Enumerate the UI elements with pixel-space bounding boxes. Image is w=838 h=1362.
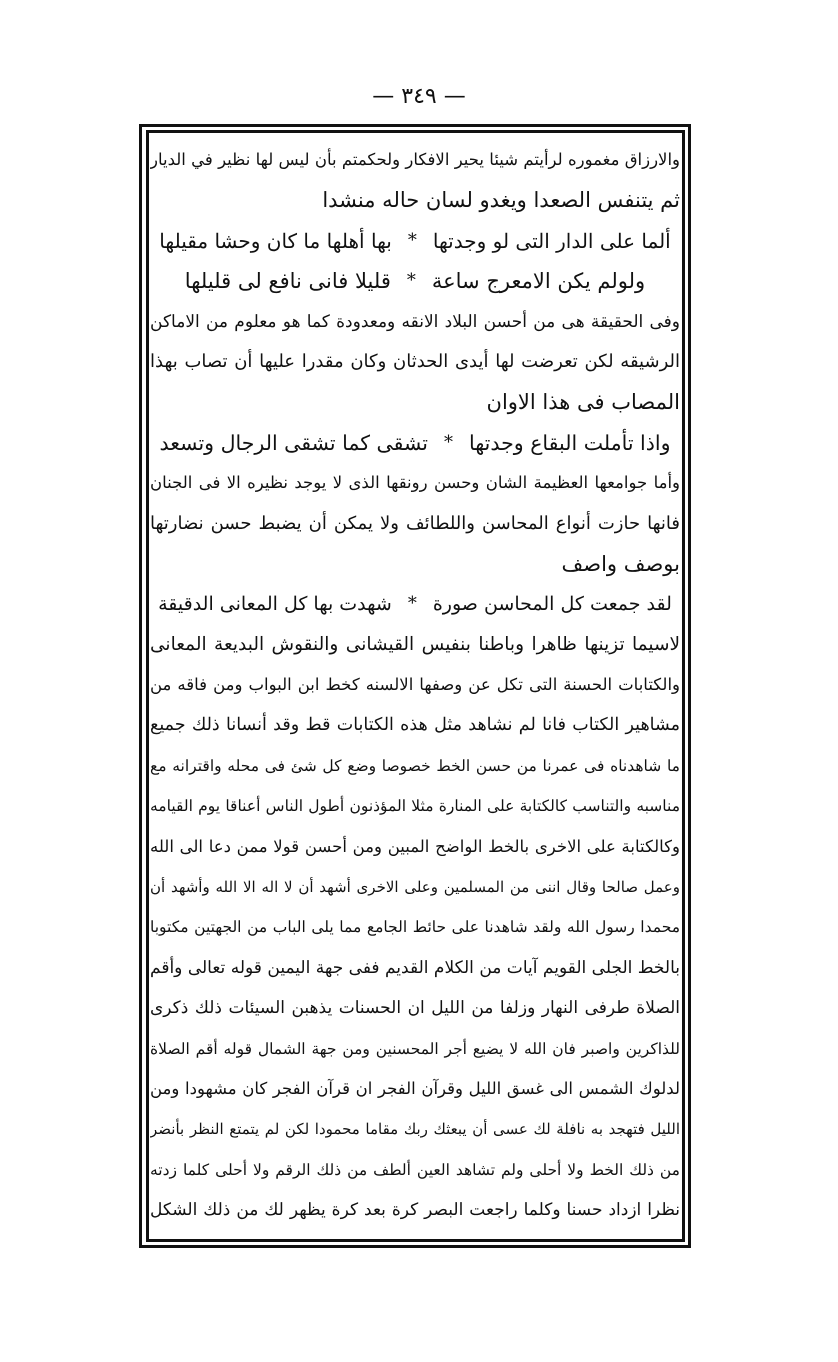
text-line: والكتابات الحسنة التى تكل عن وصفها الالسنه كخط ابن البواب ومن فاقه من [150, 675, 680, 695]
verse-first-hemistich: ألما على الدار التى لو وجدتها [432, 228, 671, 253]
text-line: وفى الحقيقة هى من أحسن البلاد الانقه ومعدودة كما هو معلوم من الاماكن [150, 311, 680, 332]
text-line: فانها حازت أنواع المحاسن واللطائف ولا يمكن أن يضبط حسن نضارتها [150, 512, 680, 534]
text-line: نظرا ازداد حسنا وكلما راجعت البصر كرة بعد كرة يظهر لك من ذلك الشكل [150, 1200, 680, 1221]
verse-second-hemistich: بها أهلها ما كان وحشا مقيلها [159, 228, 392, 253]
text-line: ما شاهدناه فى عمرنا من حسن الخط خصوصا وضع كل شئ فى محله واقترانه مع [150, 756, 680, 775]
text-line: ثم يتنفس الصعدا ويغدو لسان حاله منشدا [322, 188, 680, 213]
verse-second-hemistich: شهدت بها كل المعانى الدقيقة [158, 593, 392, 616]
verse-line [150, 584, 680, 624]
verse-first-hemistich: واذا تأملت البقاع وجدتها [468, 430, 671, 455]
text-line: وأما جوامعها العظيمة الشان وحسن رونقها الذى لا يوجد نظيره الا فى الجنان [150, 473, 680, 493]
text-line: مناسبه والتناسب كالكتابة على المنارة مثلا المؤذنون أطول الناس أعناقا يوم القيامه [150, 797, 680, 816]
verse-line [150, 261, 680, 301]
verse-separator: * [406, 270, 416, 292]
verse-first-hemistich: لقد جمعت كل المحاسن صورة [432, 593, 672, 616]
text-line: لدلوك الشمس الى غسق الليل وقرآن الفجر ان قرآن الفجر كان مشهودا ومن [150, 1078, 680, 1098]
text-line: مشاهير الكتاب فانا لم نشاهد مثل هذه الكتابات قط وقد أنسانا ذلك جميع [150, 715, 680, 736]
verse-second-hemistich: قليلا فانى نافع لى قليلها [184, 269, 391, 294]
verse-separator: * [407, 229, 417, 251]
page-number: — ٣٤٩ — [372, 84, 466, 109]
text-line: محمدا رسول الله ولقد شاهدنا على حائط الجامع مما يلى الباب من الجهتين مكتوبا [150, 918, 680, 937]
text-line: الرشيقه لكن تعرضت لها أيدى الحدثان وكان مقدرا عليها أن تصاب بهذا [150, 350, 680, 372]
text-line: لاسيما تزينها ظاهرا وباطنا بنفيس القيشانى والنقوش البديعة المعانى [150, 633, 680, 655]
text-line: بوصف واصف [561, 551, 680, 576]
text-line: بالخط الجلى القويم آيات من الكلام القديم ففى جهة اليمين قوله تعالى وأقم [150, 957, 680, 978]
text-line: للذاكرين واصبر فان الله لا يضيع أجر المحسنين ومن جهة الشمال قوله أقم الصلاة [150, 1039, 680, 1058]
verse-first-hemistich: ولولم يكن الامعرج ساعة [431, 269, 646, 294]
text-line: وكالكتابة على الاخرى بالخط الواضح المبين ومن أحسن قولا ممن دعا الى الله [150, 836, 680, 856]
text-line: من ذلك الخط ولا أحلى ولم تشاهد العين ألطف من ذلك الرقم ولا أحلى كلما زدته [150, 1160, 680, 1179]
text-line: المصاب فى هذا الاوان [486, 390, 680, 415]
text-line: الليل فتهجد به نافلة لك عسى أن يبعثك ربك مقاما محمودا لكن لم يتمتع النظر بأنضر [150, 1120, 680, 1139]
verse-line [150, 221, 680, 261]
text-line: والارزاق مغموره لرأيتم شيئا يحير الافكار ولحكمتم بأن ليس لها نظير في الديار [150, 150, 680, 169]
text-line: وعمل صالحا وقال اننى من المسلمين وعلى الاخرى أشهد أن لا اله الا الله وأشهد أن [150, 878, 680, 897]
verse-separator: * [407, 593, 417, 615]
verse-line [150, 423, 680, 463]
verse-second-hemistich: تشقى كما تشقى الرجال وتسعد [159, 430, 428, 455]
verse-separator: * [443, 431, 453, 453]
text-line: الصلاة طرفى النهار وزلفا من الليل ان الحسنات يذهبن السيئات ذلك ذكرى [150, 998, 680, 1019]
page-text-body [150, 140, 680, 1238]
